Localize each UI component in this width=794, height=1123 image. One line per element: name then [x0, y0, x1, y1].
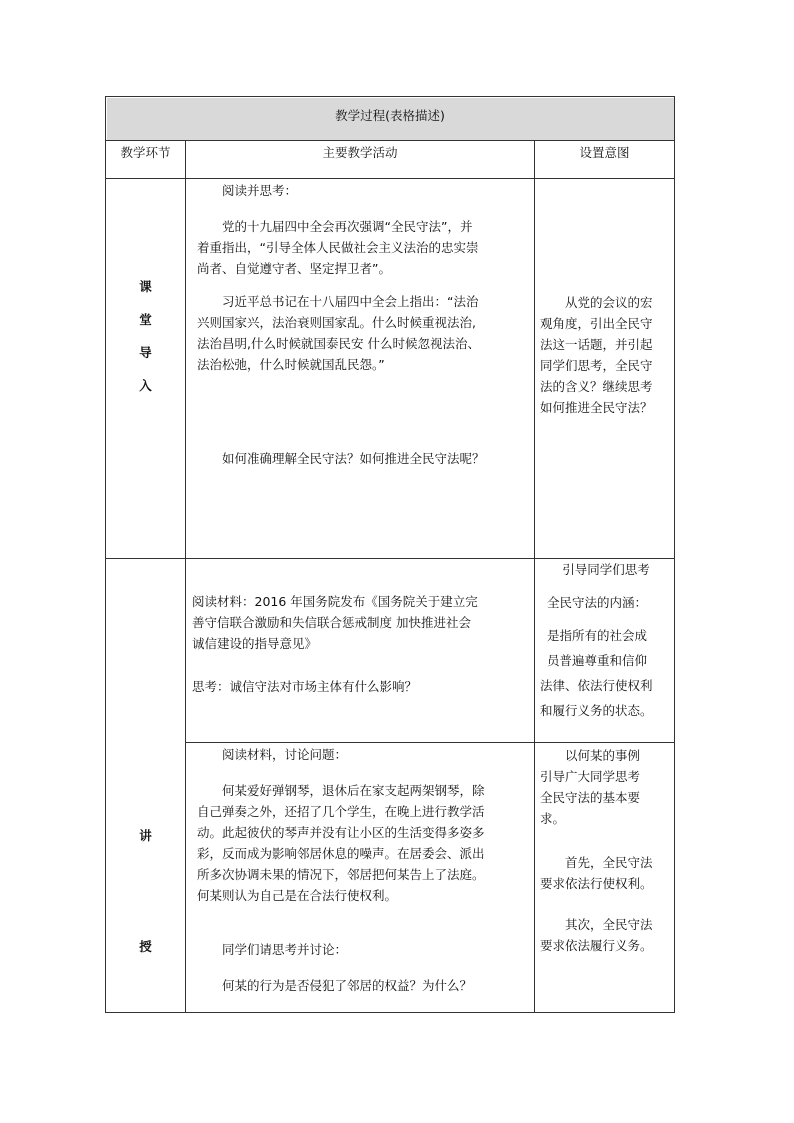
header-activities: 主要教学活动: [322, 145, 398, 160]
grid-line: [106, 140, 674, 141]
grid-line: [185, 140, 186, 1012]
stage-label-char: 入: [139, 378, 152, 393]
text-line: 何某则认为自己是在合法行使权利。: [197, 888, 398, 903]
intent-section2-part1: [540, 559, 672, 721]
text-line: 兴则国家兴，法治衰则国家乱。什么时候重视法治,: [197, 315, 476, 330]
case-story: [197, 780, 532, 906]
text-line: 善守信联合激励和失信联合惩戒制度 加快推进社会: [192, 615, 471, 630]
text-line: 法的含义？继续思考: [540, 379, 653, 394]
text-line: 和履行义务的状态。: [540, 703, 653, 718]
text-line: 法治昌明,什么时候就国泰民安 什么时候忽视法治、: [197, 336, 480, 351]
grid-line: [106, 178, 674, 179]
paragraph-congress: [197, 216, 532, 279]
stage-label-char: 导: [139, 345, 152, 360]
text-line: 尚者、自觉遵守者、坚定捍卫者”。: [197, 261, 391, 276]
text-line: 其次，全民守法: [565, 917, 653, 932]
text-line: 法治松弛，什么时候就国乱民怨。”: [197, 357, 385, 372]
reading-material: [192, 591, 532, 654]
grid-line: [185, 742, 674, 743]
text-line: 员普遍尊重和信仰: [547, 653, 648, 668]
text-line: 从党的会议的宏: [565, 295, 653, 310]
text-line: 全民守法的基本要: [540, 790, 641, 805]
discussion-intro: 阅读材料，讨论问题：: [222, 747, 348, 762]
stage-label-char: 课: [139, 279, 152, 294]
text-line: 如何推进全民守法？: [540, 400, 653, 415]
text-line: 引导广大同学思考: [540, 769, 641, 784]
intent-section2-part2a: [540, 745, 672, 829]
text-line: 首先，全民守法: [565, 855, 653, 870]
text-line: 习近平总书记在十八届四中全会上指出：“法治: [222, 294, 479, 309]
text-line: 法律、依法行使权利: [540, 678, 653, 693]
table-title: 教学过程(表格描述): [335, 108, 445, 123]
grid-line: [534, 140, 535, 1012]
header-intent: 设置意图: [579, 145, 630, 160]
text-line: 观角度，引出全民守: [540, 316, 653, 331]
text-line: 诚信建设的指导意见》: [192, 636, 318, 651]
text-line: 求。: [540, 811, 566, 826]
text-line: 是指所有的社会成: [547, 628, 648, 643]
text-line: 何某爱好弹钢琴，退休后在家支起两架钢琴，除: [222, 783, 485, 798]
intent-section2-part2b: [540, 852, 672, 894]
text-line: 所多次协调未果的情况下，邻居把何某告上了法庭。: [197, 867, 485, 882]
text-line: 阅读材料：2016 年国务院发布《国务院关于建立完: [192, 594, 478, 609]
text-line: 党的十九届四中全会再次强调“全民守法”，并: [222, 219, 473, 234]
discussion-question: 何某的行为是否侵犯了邻居的权益？为什么？: [222, 978, 473, 993]
intent-section1: [540, 292, 672, 418]
intent-section2-part2c: [540, 914, 672, 956]
text-line: 着重指出，“引导全体人民做社会主义法治的忠实崇: [197, 240, 479, 255]
text-line: 法这一话题，并引起: [540, 337, 653, 352]
text-line: 自己弹奏之外，还招了几个学生，在晚上进行教学活: [197, 804, 485, 819]
think-question: 思考：诚信守法对市场主体有什么影响？: [192, 679, 418, 694]
text-line: 同学们思考，全民守: [540, 358, 653, 373]
text-line: 要求依法履行义务。: [540, 938, 653, 953]
text-line: 以何某的事例: [565, 748, 641, 763]
text-line: 要求依法行使权利。: [540, 876, 653, 891]
teaching-process-table: [105, 96, 675, 1013]
text-line: 动。此起彼伏的琴声并没有让小区的生活变得多姿多: [197, 825, 485, 840]
guiding-question: 如何准确理解全民守法？如何推进全民守法呢？: [222, 451, 485, 466]
read-think-label: 阅读并思考：: [222, 183, 298, 198]
header-stage: 教学环节: [120, 145, 171, 160]
text-line: 引导同学们思考: [562, 562, 650, 577]
stage-label-char: 授: [139, 939, 152, 954]
paragraph-quote: [197, 291, 532, 375]
text-line: 彩，反而成为影响邻居休息的噪声。在居委会、派出: [197, 846, 485, 861]
discussion-prompt: 同学们请思考并讨论：: [222, 942, 348, 957]
stage-label-char: 堂: [139, 312, 152, 327]
text-line: 全民守法的内涵：: [547, 595, 648, 610]
stage-label-char: 讲: [139, 828, 152, 843]
